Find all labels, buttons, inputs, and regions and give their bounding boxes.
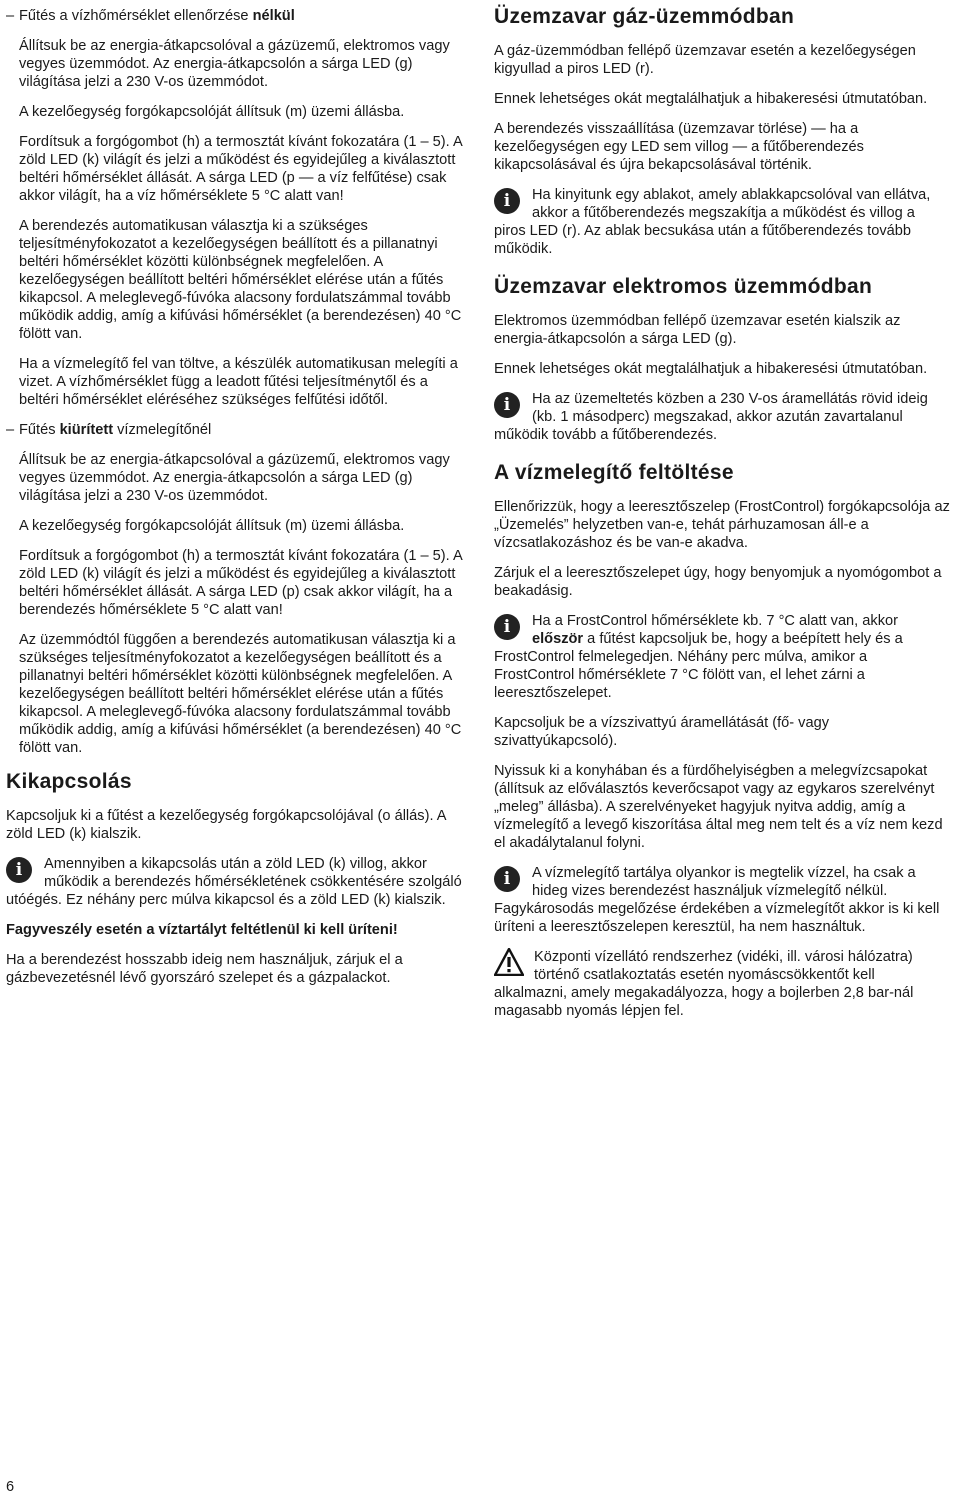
paragraph: Elektromos üzemmódban fellépő üzemzavar esetén kialszik az energia-átkapcsolón a sárga LED (g).: [494, 313, 901, 347]
info-note: [6, 855, 468, 909]
dash-bullet: –: [6, 8, 15, 24]
section-heading-electric-fault: Üzemzavar elektromos üzemmódban: [494, 275, 873, 298]
paragraph: Ennek lehetséges okát megtalálhatjuk a hibakeresési útmutatóban.: [494, 361, 928, 377]
paragraph: A kezelőegység forgókapcsolóját állítsuk (m) üzemi állásba.: [19, 104, 405, 120]
paragraph: Ha a vízmelegítő fel van töltve, a készülék automatikusan melegíti a vizet. A vízhőmérséklet függ a leadott fűtési teljesítménytől és a beltéri hőmérséklet eléréséhez szükséges felfűtési időtől.: [19, 356, 458, 408]
info-note: [494, 390, 950, 444]
heading-bold: kiürített: [59, 422, 114, 438]
paragraph: A gáz-üzemmódban fellépő üzemzavar esetén a kezelőegységen kigyullad a piros LED (r).: [494, 43, 916, 77]
heading-text: Fűtés: [19, 422, 60, 438]
paragraph: A berendezés automatikusan választja ki a szükséges teljesítményfokozatot a kezelőegységen beállított és a pillanatnyi beltéri hőmérséklet közötti különbségnek megfelelően. A kezelőegységen beállított beltéri hőmérséklet elérése után a fűtés kikapcsol. A meleglevegő-fúvóka alacsony fordulatszámmal tovább működik addig, amíg a kifúvási hőmérséklet (a berendezésen) 40 °C fölött van.: [19, 218, 462, 342]
info-note: [494, 186, 950, 258]
dash-bullet: –: [6, 422, 15, 438]
paragraph: Fordítsuk a forgógombot (h) a termosztát kívánt fokozatára (1 – 5). A zöld LED (k) világít és jelzi a működést és egyidejűleg a kiválasztott beltéri hőmérséklet állását. A sárga LED (p) csak akkor világít, ha a berendezés hőmérséklete 5 °C alatt van!: [19, 548, 462, 618]
paragraph: Ennek lehetséges okát megtalálhatjuk a hibakeresési útmutatóban.: [494, 91, 928, 107]
heading-text: Fűtés a vízhőmérséklet ellenőrzése: [19, 8, 253, 24]
info-icon: i: [494, 866, 520, 892]
paragraph: Kapcsoljuk be a vízszivattyú áramellátását (fő- vagy szivattyúkapcsoló).: [494, 715, 829, 749]
paragraph: Kapcsoljuk ki a fűtést a kezelőegység forgókapcsolójával (o állás). A zöld LED (k) kialszik.: [6, 808, 446, 842]
info-text: Ha kinyitunk egy ablakot, amely ablakkapcsolóval van ellátva, akkor a fűtőberendezés megszakítja a működést és villog a piros LED (r). Az ablak becsukása után a fűtőberendezés tovább működik.: [494, 187, 931, 257]
paragraph: Ellenőrizzük, hogy a leeresztőszelep (FrostControl) forgókapcsolója az „Üzemelés” helyzetben van-e, tehát párhuzamosan áll-e a vízcsatlakozáshoz és be van-e akadva.: [494, 499, 950, 551]
paragraph: Fordítsuk a forgógombot (h) a termosztát kívánt fokozatára (1 – 5). A zöld LED (k) világít és jelzi a működést és egyidejűleg a kiválasztott beltéri hőmérséklet állását. A sárga LED (p — a víz felfűtése) csak akkor világít, ha a víz hőmérséklete 5 °C alatt van!: [19, 134, 462, 204]
paragraph: Az üzemmódtól függően a berendezés automatikusan választja ki a szükséges teljesítményfokozatot a kezelőegységen beállított és a pillanatnyi beltéri hőmérséklet közötti különbségnek megfelelően. A kezelőegységen beállított beltéri hőmérséklet elérése után a fűtés kikapcsol. A meleglevegő-fúvóka alacsony fordulatszámmal tovább működik addig, amíg a kifúvási hőmérséklet (a berendezésen) 40 °C fölött van.: [19, 632, 462, 756]
info-bold: először: [532, 631, 584, 647]
frost-warning: Fagyveszély esetén a víztartályt feltétlenül ki kell üríteni!: [6, 922, 398, 938]
info-text: A vízmelegítő tartálya olyankor is megtelik vízzel, ha csak a hideg vizes berendezést használjuk vízmelegítő nélkül. Fagykárosodás megelőzése érdekében a vízmelegítőt akkor is ki kell üríteni a leeresztőszelepen keresztül, ha nem használtuk.: [494, 865, 940, 935]
page-number: 6: [6, 1479, 15, 1495]
paragraph: Állítsuk be az energia-átkapcsolóval a gázüzemű, elektromos vagy vegyes üzemmódot. Az energia-átkapcsolón a sárga LED (g) világítása jelzi a 230 V-os üzemmódot.: [19, 452, 450, 504]
info-text: a fűtést kapcsoljuk be, hogy a beépített hely és a FrostControl felmelegedjen. Néhány perc múlva, amikor a FrostControl hőmérséklete 7 °C fölött van, el lehet zárni a leeresztőszelepet.: [494, 631, 903, 701]
paragraph: Nyissuk ki a konyhában és a fürdőhelyiségben a melegvízcsapokat (állítsuk az előválasztós keverőcsapot vagy az egykaros szerelvényt „meleg” állásba). A szerelvényeket hagyjuk nyitva addig, amíg a vízmelegítő a levegő kiszorítása által meg nem telt és a víz nem kezd el akadálytalanul folyni.: [494, 763, 943, 851]
heating-without-check-heading: [6, 7, 468, 25]
info-text: Amennyiben a kikapcsolás után a zöld LED (k) villog, akkor működik a berendezés hőmérsékletének csökkentésére szolgáló utóégés. Ez néhány perc múlva kikapcsol és a zöld LED (k) kialszik.: [6, 856, 462, 908]
left-column: [6, 0, 468, 999]
paragraph: Zárjuk el a leeresztőszelepet úgy, hogy benyomjuk a nyomógombot a beakadásig.: [494, 565, 942, 599]
info-note: [494, 612, 950, 702]
paragraph: A berendezés visszaállítása (üzemzavar törlése) — ha a kezelőegységen egy LED sem villog — a fűtőberendezés kikapcsolásával és újra bekapcsolásával történik.: [494, 121, 864, 173]
heating-empty-heater-heading: [6, 421, 468, 439]
info-text: Ha a FrostControl hőmérséklete kb. 7 °C alatt van, akkor: [532, 613, 898, 629]
warning-note: [494, 948, 950, 1020]
paragraph: A kezelőegység forgókapcsolóját állítsuk (m) üzemi állásba.: [19, 518, 405, 534]
paragraph: Ha a berendezést hosszabb ideig nem használjuk, zárjuk el a gázbevezetésnél lévő gyorszáró szelepet és a gázpalackot.: [6, 952, 403, 986]
section-heading-shutdown: Kikapcsolás: [6, 770, 132, 793]
info-icon: i: [494, 392, 520, 418]
heading-text: vízmelegítőnél: [113, 422, 212, 438]
info-note: [494, 864, 950, 936]
heading-bold: nélkül: [252, 8, 295, 24]
info-text: Ha az üzemeltetés közben a 230 V-os áramellátás rövid ideig (kb. 1 másodperc) megszakad, akkor azután zavartalanul működik tovább a fűtőberendezés.: [494, 391, 928, 443]
warning-text: Központi vízellátó rendszerhez (vidéki, ill. városi hálózatra) történő csatlakoztatás esetén nyomáscsökkentőt kell alkalmazni, amely megakadályozza, hogy a bojlerben 2,8 bar-nál magasabb nyomás lépjen fel.: [494, 949, 914, 1019]
section-heading-gas-fault: Üzemzavar gáz-üzemmódban: [494, 5, 795, 28]
info-icon: i: [6, 857, 32, 883]
right-column: [494, 0, 950, 1032]
warning-icon: [494, 948, 524, 976]
paragraph: Állítsuk be az energia-átkapcsolóval a gázüzemű, elektromos vagy vegyes üzemmódot. Az energia-átkapcsolón a sárga LED (g) világítása jelzi a 230 V-os üzemmódot.: [19, 38, 450, 90]
info-icon: i: [494, 188, 520, 214]
info-icon: i: [494, 614, 520, 640]
section-heading-filling: A vízmelegítő feltöltése: [494, 461, 734, 484]
